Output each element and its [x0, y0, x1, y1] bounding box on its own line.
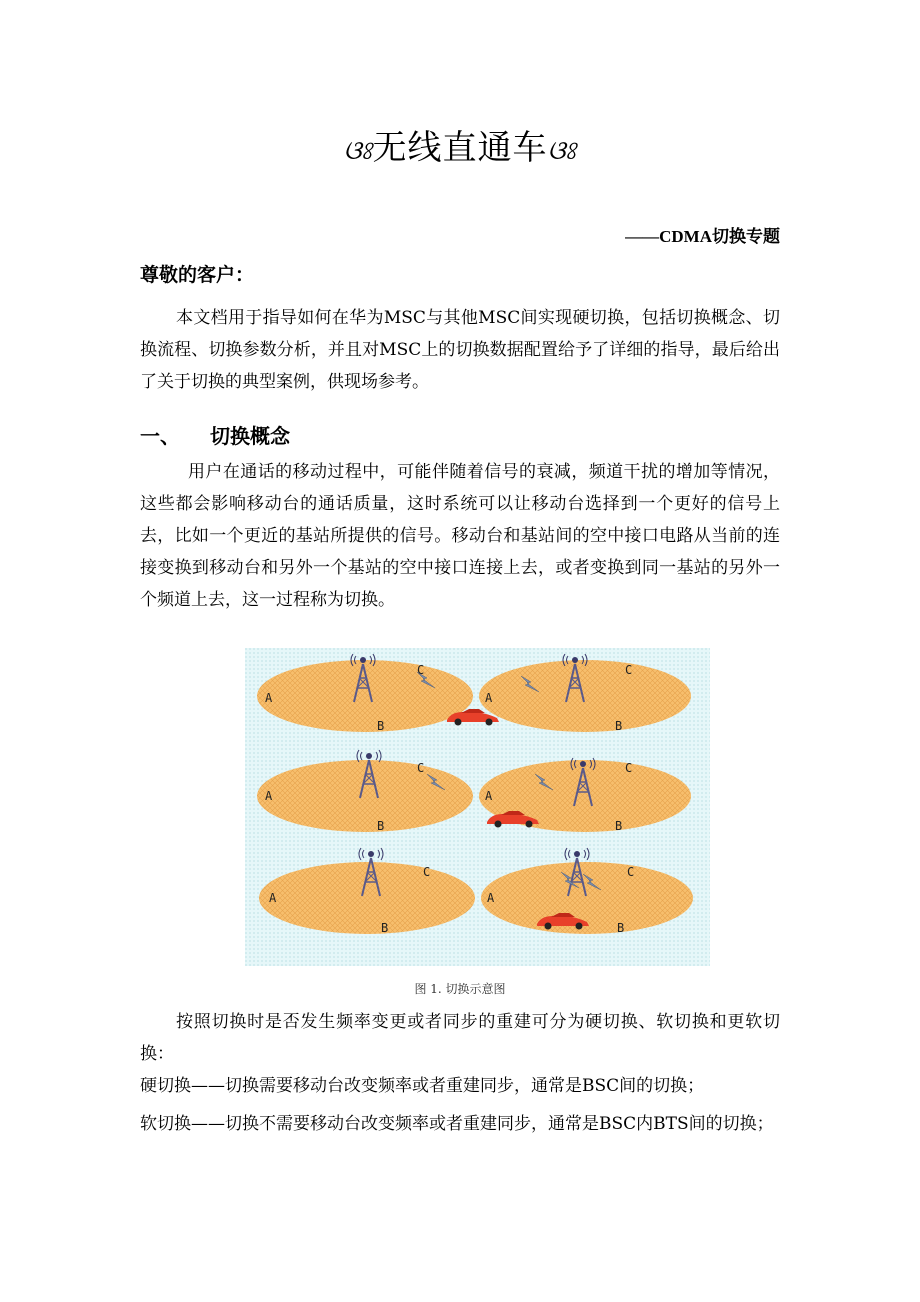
cell-label-a: A: [487, 891, 495, 905]
document-title: [0, 120, 920, 169]
cell-ellipse: [257, 760, 473, 832]
hard-handoff-definition: 硬切换——切换需要移动台改变频率或者重建同步，通常是BSC间的切换；: [140, 1076, 705, 1096]
section-title: 切换概念: [210, 424, 290, 448]
figure-caption: 图 1. 切换示意图: [414, 982, 506, 996]
cell-label-c: C: [423, 865, 431, 879]
cell-label-b: B: [617, 921, 625, 935]
cell-label-c: C: [625, 663, 633, 677]
cell-label-b: B: [615, 819, 623, 833]
title-ornament-left: ଓଃ: [343, 136, 373, 166]
title-text: 无线直通车: [372, 128, 548, 168]
cell-label-b: B: [615, 719, 623, 733]
document-subtitle: ——CDMA切换专题: [625, 227, 780, 246]
greeting: 尊敬的客户：: [140, 264, 255, 286]
cell-label-b: B: [377, 719, 385, 733]
intro-paragraph: 本文档用于指导如何在华为MSC与其他MSC间实现硬切换，包括切换概念、切换流程、切换参数分析，并且对MSC上的切换数据配置给予了详细的指导，最后给出了关于切换的典型案例，供现场参考。: [140, 308, 780, 392]
section-paragraph: 用户在通话的移动过程中，可能伴随着信号的衰减，频道干扰的增加等情况，这些都会影响移动台的通话质量，这时系统可以让移动台选择到一个更好的信号上去，比如一个更近的基站所提供的信号。移动台和基站间的空中接口电路从当前的连接变换到移动台和另外一个基站的空中接口连接上去，或者变换到同一基站的另外一个频道上去，这一过程称为切换。: [140, 462, 780, 610]
cell-label-b: B: [381, 921, 389, 935]
cell-label-a: A: [269, 891, 277, 905]
cell-label-a: A: [265, 789, 273, 803]
cell-ellipse: [479, 660, 691, 732]
title-ornament-right: ଓଃ: [547, 136, 577, 166]
cell-label-b: B: [377, 819, 385, 833]
cell-label-c: C: [417, 663, 425, 677]
section-number: 一、: [140, 424, 180, 448]
cell-label-c: C: [417, 761, 425, 775]
handoff-diagram: [245, 648, 710, 966]
cell-label-a: A: [485, 789, 493, 803]
classification-paragraph: 按照切换时是否发生频率变更或者同步的重建可分为硬切换、软切换和更软切换：: [140, 1012, 780, 1064]
cell-label-c: C: [627, 865, 635, 879]
cell-label-a: A: [265, 691, 273, 705]
cell-label-c: C: [625, 761, 633, 775]
soft-handoff-definition: 软切换——切换不需要移动台改变频率或者重建同步，通常是BSC内BTS间的切换；: [140, 1114, 774, 1134]
cell-label-a: A: [485, 691, 493, 705]
section-heading: [140, 420, 290, 449]
